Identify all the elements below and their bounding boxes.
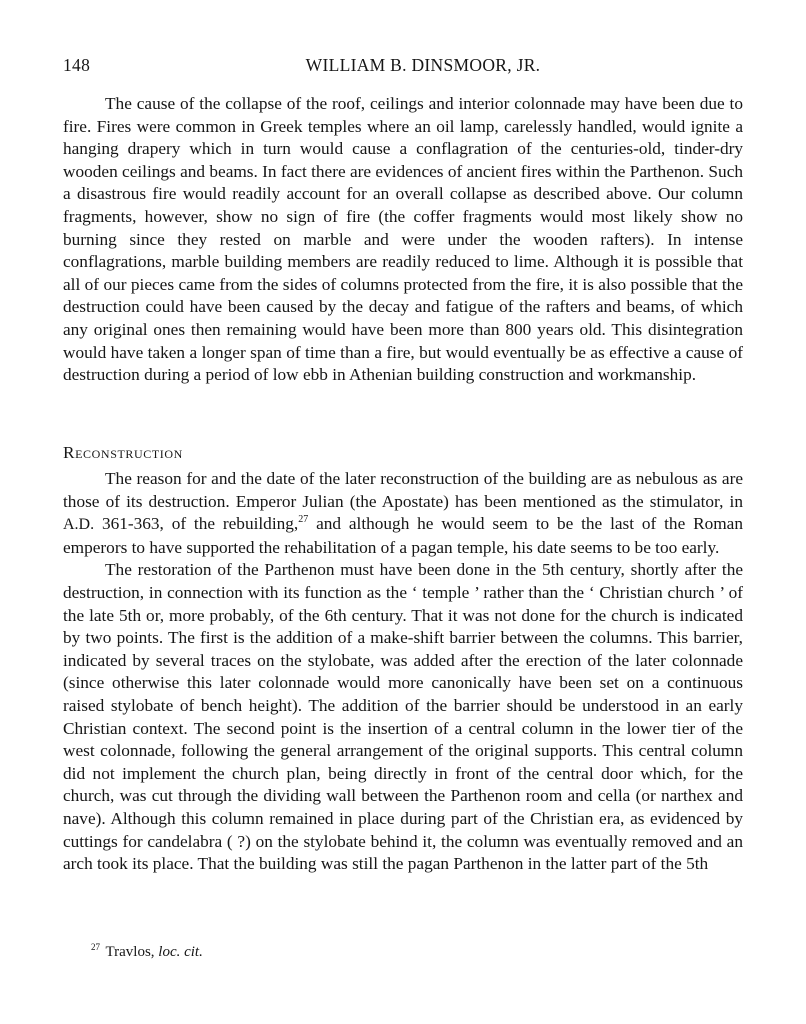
footnote-reference-27[interactable]: 27	[298, 514, 309, 526]
paragraph-fire-collapse: The cause of the collapse of the roof, ceilings and interior colonnade may have been due to fire. Fires were common in Greek temples where an oil lamp, carelessly handled, would ignite a hanging drapery which in turn would cause a conflagration of the centuries-old, tinder-dry wooden ceilings and beams. In fact there are evidences of ancient fires within the Parthenon. Such a disastrous fire would readily account for an overall collapse as described above. Our column fragments, however, show no sign of fire (the coffer fragments would most likely show no burning since they rested on marble and were under the wooden rafters). In intense conflagrations, marble building members are readily reduced to lime. Although it is possible that all of our pieces came from the sides of columns protected from the fire, it is also possible that the destruction could have been caused by the decay and fatigue of the rafters and beams, of which any original ones then remaining would have been more than 800 years old. This disintegration would have taken a longer span of time than a fire, but would eventually be as effective a cause of destruction during a period of low ebb in Athenian building construction and workmanship.	[63, 94, 743, 385]
paragraph-text: 361-363, of the rebuilding,	[94, 514, 299, 534]
footnote-citation: loc. cit.	[158, 944, 203, 960]
footnote-number: 27	[91, 942, 100, 952]
running-title: WILLIAM B. DINSMOOR, JR.	[305, 55, 541, 75]
paragraph-text: The reason for and the date of the later reconstruction of the building are as nebulous as are those of its destruction. Emperor Julian (the Apostate) has been mentioned as the stimulator, in	[63, 469, 743, 511]
paragraph-restoration: The restoration of the Parthenon must have been done in the 5th century, shortly after the destruction, in connection with its function as the ‘ temple ’ rather than the ‘ Christian church ’ of the late 5th or, more probably, of the 6th century. That it was not done for the church is indicated by two points. The first is the addition of a make-shift barrier between the columns. This barrier, indicated by several traces on the stylobate, was added after the erection of the later colonnade (since otherwise this later colonnade would more canonically have been set on a continuous raised stylobate of bench height). The addition of the barrier should be understood in an early Christian context. The second point is the insertion of a central column in the lower tier of the west colonnade, following the general arrangement of the original supports. This central column did not implement the church plan, being directly in front of the central door which, for the church, was cut through the dividing wall between the Parthenon room and cella (or narthex and nave). Although this column remained in place during part of the Christian era, as evidenced by cuttings for candelabra ( ?) on the stylobate behind it, the column was eventually removed and an arch took its place. That the building was still the pagan Parthenon in the latter part of the 5th	[63, 560, 743, 874]
body-text-upper	[63, 93, 743, 387]
footnote-27	[91, 944, 203, 961]
footnote-author: Travlos,	[105, 944, 155, 960]
paragraph-text: and although he would seem to be the last of the Roman emperors to have supported the rehabilitation of a pagan temple, his date seems to be too early.	[63, 514, 743, 557]
page-number: 148	[63, 55, 91, 75]
running-header	[63, 55, 743, 81]
paragraph-reconstruction-date	[63, 468, 743, 559]
era-abbreviation: A.D.	[63, 516, 95, 534]
section-heading-reconstruction: Reconstruction	[63, 443, 183, 462]
body-text-lower	[63, 468, 743, 876]
